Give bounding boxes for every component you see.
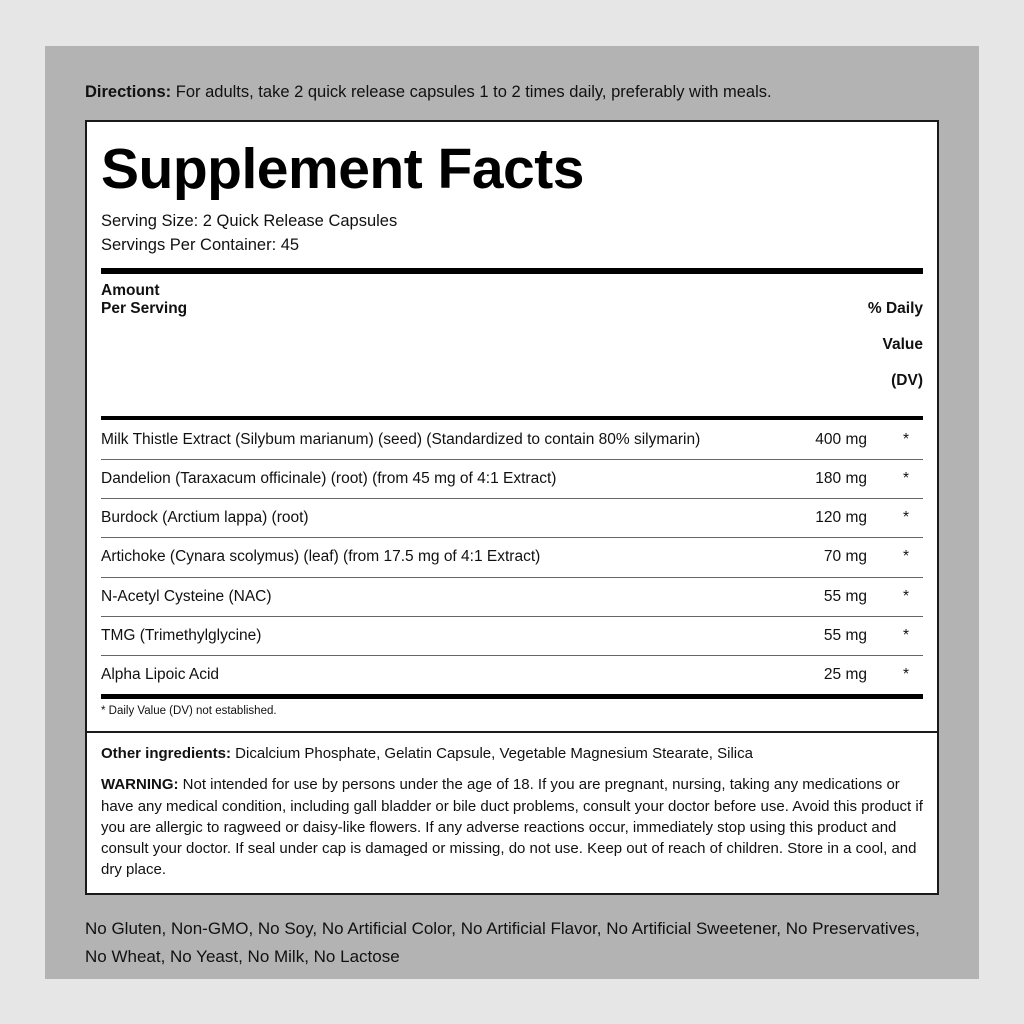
ingredient-name: Milk Thistle Extract (Silybum marianum) (seed) (Standardized to contain 80% silymarin) [101,420,747,460]
facts-footer [87,731,937,893]
other-ingredients-line [101,743,923,764]
ingredient-name: Artichoke (Cynara scolymus) (leaf) (from 17.5 mg of 4:1 Extract) [101,538,747,577]
supplement-facts-panel [85,120,939,895]
column-header-dv-line2: Value [882,335,923,353]
ingredient-dv: * [889,577,923,616]
column-header-dv-line3: (DV) [891,371,923,389]
ingredient-name: N-Acetyl Cysteine (NAC) [101,577,747,616]
other-ingredients-label: Other ingredients: [101,744,232,762]
table-row [101,420,923,460]
column-header-amount-line2: Per Serving [101,299,188,317]
nutrition-table [101,274,923,416]
ingredient-amount: 55 mg [747,616,889,655]
ingredient-name: Dandelion (Taraxacum officinale) (root) (from 45 mg of 4:1 Extract) [101,460,747,499]
column-header-amount [101,274,602,416]
table-row [101,538,923,577]
ingredient-dv: * [889,499,923,538]
supplement-facts-title: Supplement Facts [101,137,584,201]
column-header-daily-value [602,274,923,416]
table-row [101,616,923,655]
ingredient-amount: 400 mg [747,420,889,460]
daily-value-footnote: * Daily Value (DV) not established. [101,704,277,717]
table-row [101,577,923,616]
table-header-row [101,274,923,416]
product-claims: No Gluten, Non-GMO, No Soy, No Artificial Color, No Artificial Flavor, No Artificial Sweetener, No Preservatives, No Wheat, No Yeast, No Milk, No Lactose [85,919,920,966]
ingredient-name: TMG (Trimethylglycine) [101,616,747,655]
table-row [101,655,923,694]
directions-label: Directions: [85,83,172,101]
ingredient-dv: * [889,538,923,577]
directions-text: For adults, take 2 quick release capsules 1 to 2 times daily, preferably with meals. [171,83,772,101]
column-header-amount-line1: Amount [101,281,160,299]
ingredient-dv: * [889,460,923,499]
serving-size: Serving Size: 2 Quick Release Capsules [101,212,398,231]
ingredient-amount: 25 mg [823,665,867,683]
table-row [101,460,923,499]
ingredient-dv: * [889,420,923,460]
ingredient-amount: 180 mg [747,460,889,499]
ingredient-amount: 70 mg [747,538,889,577]
ingredient-name: Alpha Lipoic Acid [101,665,220,683]
label-panel [45,46,979,979]
warning-label: WARNING: [101,776,179,794]
ingredient-table [101,420,923,694]
ingredient-amount: 55 mg [747,577,889,616]
ingredient-name: Burdock (Arctium lappa) (root) [101,499,747,538]
ingredient-dv: * [889,616,923,655]
ingredient-dv: * [902,665,910,683]
table-row [101,499,923,538]
warning-line [101,774,923,880]
column-header-dv-line1: % Daily [867,299,923,317]
ingredient-amount: 120 mg [747,499,889,538]
directions-line [85,82,945,103]
warning-text: Not intended for use by persons under the age of 18. If you are pregnant, nursing, taking any medications or have any medical condition, including gall bladder or bile duct problems, consult your doctor before use. Avoid this product if you are allergic to ragweed or daisy-like flowers. If any adverse reactions occur, immediately stop using this product and consult your doctor. If seal under cap is damaged or missing, do not use. Keep out of reach of children. Store in a cool, and dry place. [101,776,923,879]
other-ingredients-text: Dicalcium Phosphate, Gelatin Capsule, Vegetable Magnesium Stearate, Silica [231,744,753,762]
servings-per-container: Servings Per Container: 45 [101,236,300,255]
